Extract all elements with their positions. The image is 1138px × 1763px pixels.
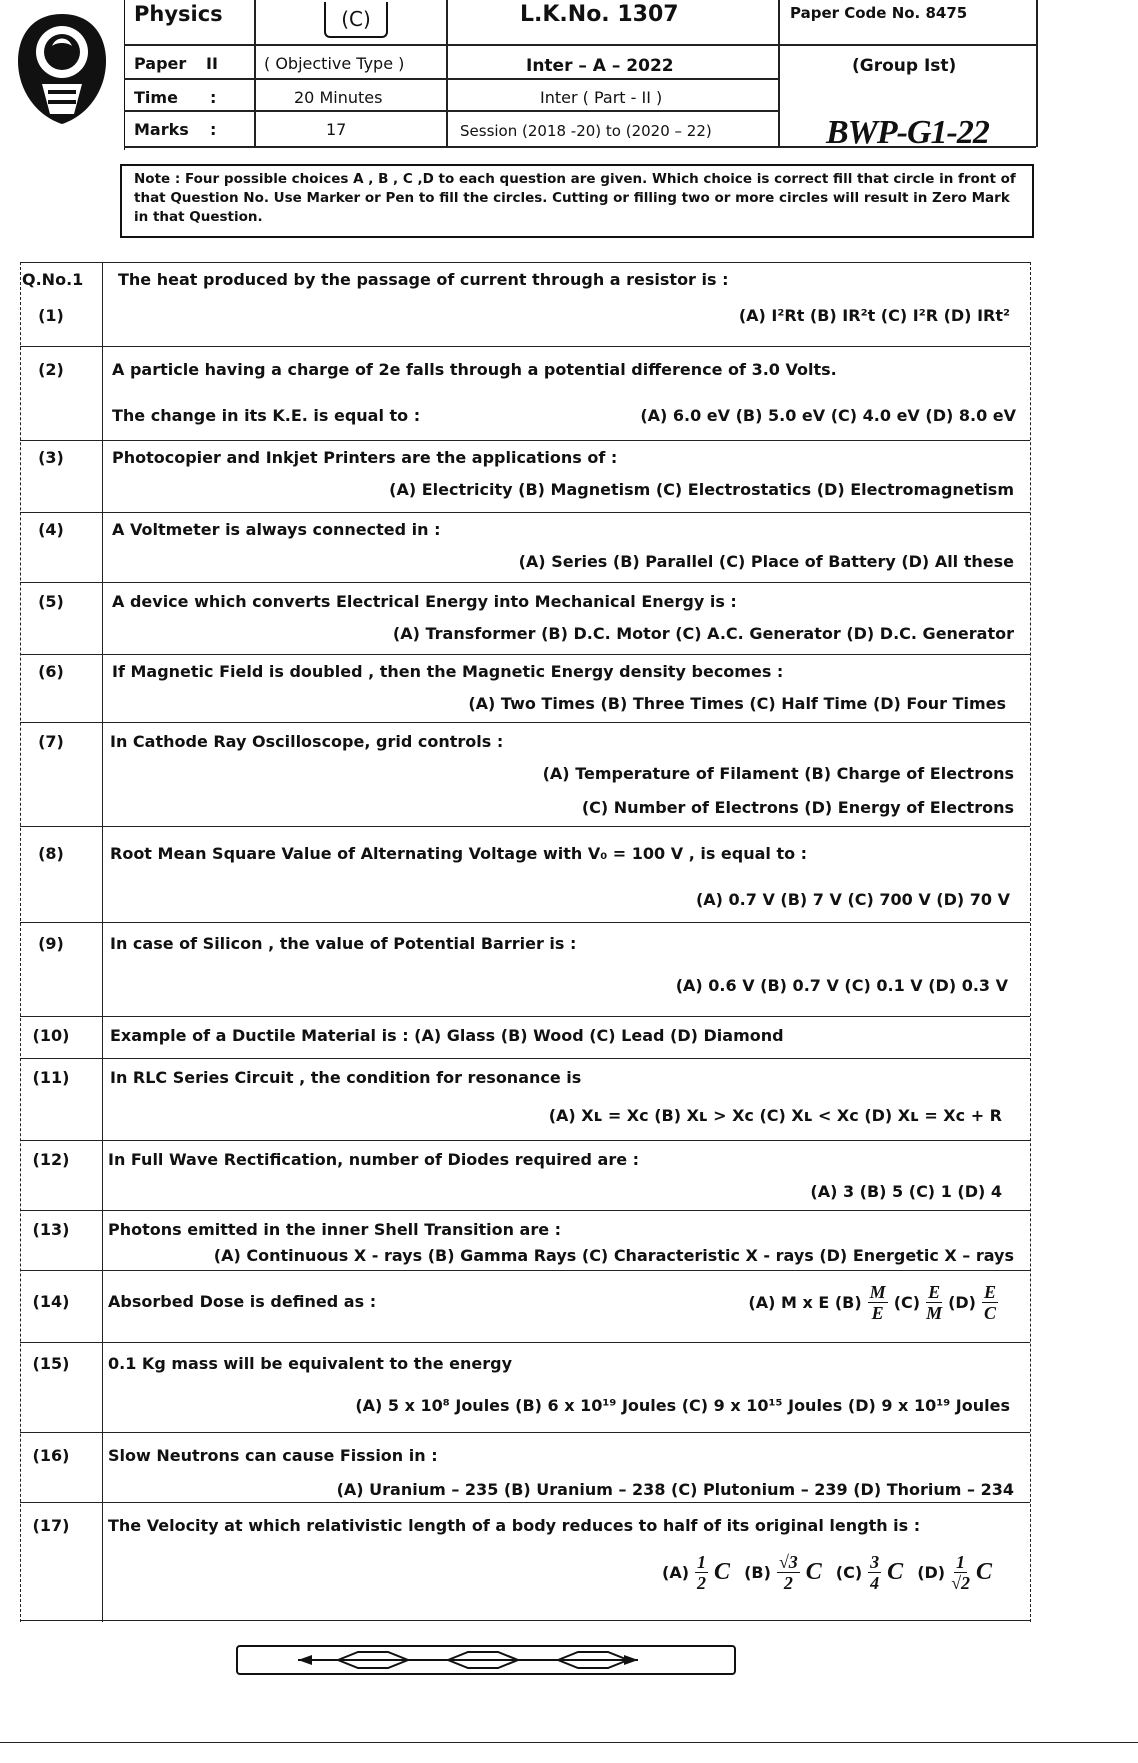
fraction-m-over-e: $\frac{M}{E}$ (869, 1282, 886, 1323)
time-value: 20 Minutes (294, 88, 383, 107)
time-colon: : (210, 88, 217, 107)
marks-label: Marks (134, 120, 189, 139)
question-text: Photons emitted in the inner Shell Transition are : (108, 1220, 562, 1239)
subject: Physics (134, 2, 223, 26)
group-label: (Group Ist) (852, 56, 957, 76)
footer-ornament-box (236, 1645, 736, 1675)
fraction-e-over-m: $\frac{E}{M}$ (926, 1282, 943, 1323)
question-number: (10) (32, 1026, 70, 1045)
question-options: (A) 0.6 V (B) 0.7 V (C) 0.1 V (D) 0.3 V (675, 976, 1008, 995)
question-number: (15) (32, 1354, 70, 1373)
marks-value: 17 (326, 120, 347, 139)
board-logo (12, 6, 112, 128)
option-c-label: (C) (893, 1293, 921, 1312)
question-text: In Full Wave Rectification, number of Diodes required are : (108, 1150, 640, 1169)
fraction-root3-over-2: $\frac{√3}{2}$ (778, 1552, 798, 1593)
question-text: If Magnetic Field is doubled , then the Magnetic Energy density becomes : (112, 662, 784, 681)
question-options: (A) Two Times (B) Three Times (C) Half Time (D) Four Times (468, 694, 1006, 713)
question-number: (11) (32, 1068, 70, 1087)
option-a: (A) M x E (B) (748, 1293, 862, 1312)
question-number: (5) (38, 592, 64, 611)
lk-number: L.K.No. 1307 (520, 2, 679, 27)
paper-code: Paper Code No. 8475 (790, 4, 968, 22)
question-number: (17) (32, 1516, 70, 1535)
question-text: Slow Neutrons can cause Fission in : (108, 1446, 438, 1465)
group-code: (C) (324, 2, 388, 38)
question-number: (14) (32, 1292, 70, 1311)
question-number: (12) (32, 1150, 70, 1169)
question-text: The heat produced by the passage of current through a resistor is : (118, 270, 729, 289)
question-text-continued: The change in its K.E. is equal to : (112, 406, 421, 425)
fraction-one-over-root2: $\frac{1}{√2}$ (951, 1552, 970, 1593)
question-number: (6) (38, 662, 64, 681)
exam-title: Inter – A – 2022 (526, 56, 674, 76)
instructions-note: Note : Four possible choices A , B , C ,D to each question are given. Which choice is correct fill that circle in front of that Question No. Use Marker or Pen to fill the circles. Cutting or filling two or more circles will result in Zero Mark in that Question. (120, 164, 1034, 238)
question-number: (1) (38, 306, 64, 325)
question-number: (9) (38, 934, 64, 953)
question-options: (A) 5 x 10⁸ Joules (B) 6 x 10¹⁹ Joules (C) 9 x 10¹⁵ Joules (D) 9 x 10¹⁹ Joules (355, 1396, 1010, 1415)
question-options: (A) Electricity (B) Magnetism (C) Electrostatics (D) Electromagnetism (389, 480, 1014, 499)
question-text: Root Mean Square Value of Alternating Voltage with V₀ = 100 V , is equal to : (110, 844, 808, 863)
question-options: (A) Temperature of Filament (B) Charge of Electrons (542, 764, 1014, 783)
question-options: (A) 3 (B) 5 (C) 1 (D) 4 (810, 1182, 1002, 1201)
marks-colon: : (210, 120, 217, 139)
question-number: (8) (38, 844, 64, 863)
question-options: (A) Continuous X - rays (B) Gamma Rays (C) Characteristic X - rays (D) Energetic X – rays (213, 1246, 1014, 1265)
question-options (748, 1282, 1004, 1323)
time-label: Time (134, 88, 178, 107)
question-number: (7) (38, 732, 64, 751)
question-text: A particle having a charge of 2e falls through a potential difference of 3.0 Volts. (112, 360, 837, 379)
question-text: 0.1 Kg mass will be equivalent to the energy (108, 1354, 512, 1373)
question-number: (4) (38, 520, 64, 539)
question-options: (A) Series (B) Parallel (C) Place of Battery (D) All these (518, 552, 1014, 571)
question-text: A device which converts Electrical Energy into Mechanical Energy is : (112, 592, 737, 611)
question-text: Photocopier and Inkjet Printers are the applications of : (112, 448, 618, 467)
question-options: (A) $\frac{1}{2}$ C (B) $\frac{√3}{2}$ C (C) $\frac{3}{4}$ C (D) $\frac{1}{√2}$ C (662, 1552, 992, 1593)
question-number: (13) (32, 1220, 70, 1239)
handwritten-code: BWP-G1-22 (826, 114, 989, 151)
part-label: Inter ( Part - II ) (540, 88, 663, 107)
question-text: Example of a Ductile Material is : (A) Glass (B) Wood (C) Lead (D) Diamond (110, 1026, 784, 1045)
question-text: In case of Silicon , the value of Potential Barrier is : (110, 934, 577, 953)
fraction-three-quarters: $\frac{3}{4}$ (870, 1552, 880, 1593)
question-options: (A) Transformer (B) D.C. Motor (C) A.C. Generator (D) D.C. Generator (392, 624, 1014, 643)
question-options: (A) I²Rt (B) IR²t (C) I²R (D) IRt² (738, 306, 1010, 325)
question-options: (A) Uranium – 235 (B) Uranium – 238 (C) Plutonium – 239 (D) Thorium – 234 (336, 1480, 1014, 1499)
paper-value: II (206, 54, 218, 73)
question-text: In RLC Series Circuit , the condition for resonance is (110, 1068, 582, 1087)
qno-label: Q.No.1 (22, 270, 84, 289)
ornament-icon (238, 1647, 734, 1673)
question-options: (A) 0.7 V (B) 7 V (C) 700 V (D) 70 V (695, 890, 1010, 909)
question-text: A Voltmeter is always connected in : (112, 520, 441, 539)
question-text: In Cathode Ray Oscilloscope, grid controls : (110, 732, 504, 751)
option-d-label: (D) (948, 1293, 976, 1312)
question-options: (A) 6.0 eV (B) 5.0 eV (C) 4.0 eV (D) 8.0 eV (640, 406, 1016, 425)
fraction-e-over-c: $\frac{E}{C}$ (983, 1282, 996, 1323)
question-number: (3) (38, 448, 64, 467)
question-text: Absorbed Dose is defined as : (108, 1292, 377, 1311)
question-options-line2: (C) Number of Electrons (D) Energy of Electrons (581, 798, 1014, 817)
paper-label: Paper (134, 54, 187, 73)
page-bottom-rule (0, 1742, 1138, 1743)
paper-type: ( Objective Type ) (264, 54, 405, 73)
session: Session (2018 -20) to (2020 – 22) (460, 122, 712, 140)
question-options: (A) Xʟ = Xᴄ (B) Xʟ > Xᴄ (C) Xʟ < Xᴄ (D) Xʟ = Xᴄ + R (548, 1106, 1002, 1125)
fraction-one-half: $\frac{1}{2}$ (697, 1552, 707, 1593)
question-number: (2) (38, 360, 64, 379)
question-number: (16) (32, 1446, 70, 1465)
question-text: The Velocity at which relativistic length of a body reduces to half of its original length is : (108, 1516, 921, 1535)
